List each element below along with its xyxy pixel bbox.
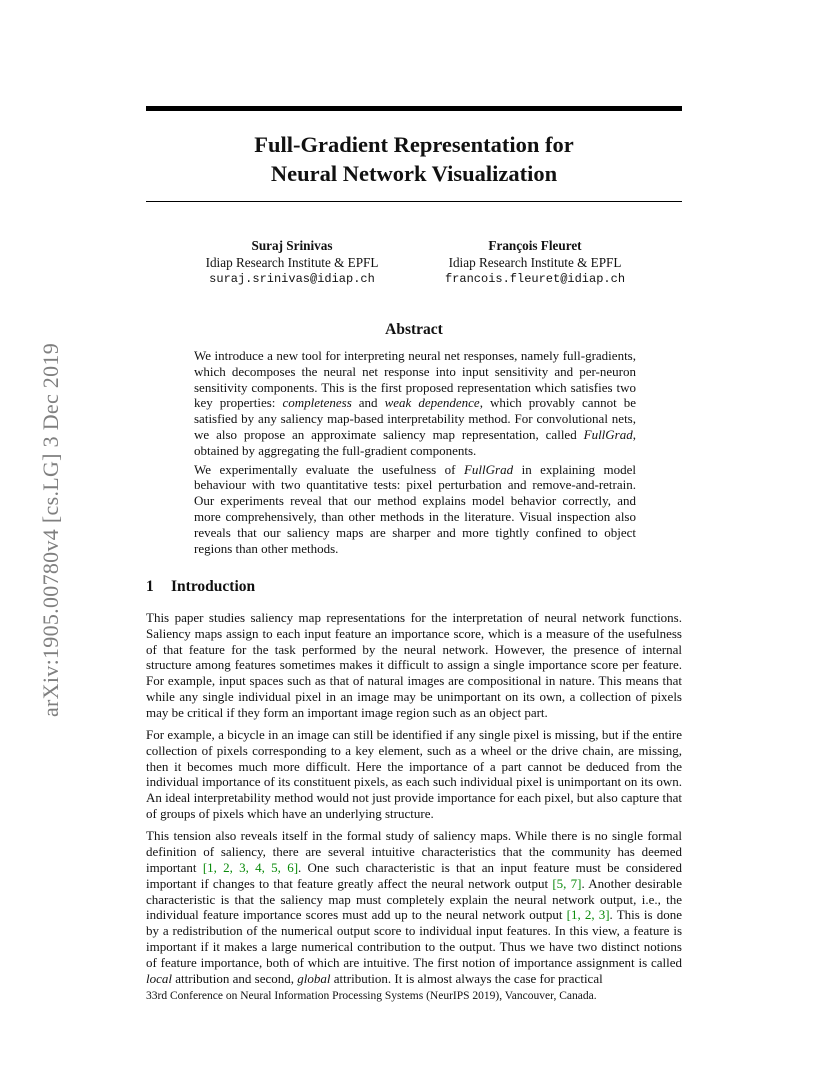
intro-paragraph-3: This tension also reveals itself in the formal study of saliency maps. While there is no single formal definition of saliency, there are several intuitive characteristics that the community has deemed important [1, 2, 3, 4, 5, 6]. One such characteristic is that an input feature must be considered important if changes to that feature greatly affect the neural network output [5, 7]. Another desirable characteristic is that the saliency map must completely explain the neural network output, i.e., the individual feature importance scores must add up to the neural network output [1, 2, 3]. This is done by a redistribution of the numerical output score to individual input features. In this view, a feature is important if it makes a large numerical contribution to the output. Thus we have two distinct notions of feature importance, both of which are intuitive. The first notion of importance assignment is called local attribution and second, global attribution. It is almost always the case for practical (146, 828, 683, 986)
arxiv-sidebar (36, 295, 66, 765)
intro-paragraph-1: This paper studies saliency map representations for the interpretation of neural network functions. Saliency maps assign to each input feature an importance score, which is a measure of the usefulness of that feature for the task performed by the neural network. However, the presence of internal structure among features sometimes makes it difficult to assign a single importance score per feature. For example, input spaces such as that of natural images are compositional in nature. This means that while any single individual pixel in an image may be unimportant on its own, a collection of pixels may be critical if they form an important image region such as an object part. (146, 610, 682, 720)
title-bottom-rule (146, 201, 682, 202)
author-email: suraj.srinivas@idiap.ch (209, 272, 375, 286)
conference-footnote: 33rd Conference on Neural Information Processing Systems (NeurIPS 2019), Vancouver, Canada. (146, 990, 597, 1002)
citation-link[interactable]: [5, 7] (552, 875, 582, 891)
section-title: Introduction (171, 578, 256, 595)
citation-link[interactable]: [1, 2, 3] (566, 907, 610, 923)
section-number: 1 (146, 578, 154, 595)
author-1 (172, 238, 412, 288)
title-line-2: Neural Network Visualization (270, 161, 558, 186)
abstract-paragraph-2: We experimentally evaluate the usefulness of FullGrad in explaining model behaviour with two quantitative tests: pixel perturbation and remove-and-retrain. Our experiments reveal that our method explains model behavior correctly, and more comprehensively, than other methods in the literature. Visual inspection also reveals that our saliency maps are sharper and more tightly confined to object regions than other methods. (194, 461, 637, 556)
abstract-paragraph-1: We introduce a new tool for interpreting neural net responses, namely full-gradients, which decomposes the neural net response into input sensitivity and per-neuron sensitivity components. This is the first proposed representation which satisfies two key properties: completeness and weak dependence, which provably cannot be satisfied by any saliency map-based interpretability method. For convolutional nets, we also propose an approximate saliency map representation, called FullGrad, obtained by aggregating the full-gradient components. (194, 348, 636, 458)
author-affiliation: Idiap Research Institute & EPFL (448, 254, 622, 270)
section-heading-introduction (146, 578, 255, 596)
title-line-1: Full-Gradient Representation for (254, 132, 574, 157)
abstract-heading: Abstract (385, 321, 443, 338)
title-top-rule (146, 106, 682, 111)
intro-paragraph-2: For example, a bicycle in an image can still be identified if any single pixel is missing, but if the entire collection of pixels corresponding to a key element, such as a wheel or the drive chain, are missing, then it becomes much more difficult. Here the importance of a part cannot be deduced from the individual importance of its constituent pixels, as each such individual pixel is unimportant on its own. An ideal interpretability method would not just provide importance for each pixel, but also capture that of groups of pixels which have an underlying structure. (146, 727, 682, 822)
author-affiliation: Idiap Research Institute & EPFL (205, 254, 379, 270)
author-name: François Fleuret (488, 238, 582, 253)
abstract-text (194, 348, 636, 559)
introduction-body (146, 610, 682, 993)
paper-title (146, 130, 682, 188)
author-email: francois.fleuret@idiap.ch (444, 272, 626, 286)
arxiv-identifier: arXiv:1905.00780v4 [cs.LG] 3 Dec 2019 (38, 342, 63, 718)
author-name: Suraj Srinivas (251, 238, 333, 253)
citation-link[interactable]: [1, 2, 3, 4, 5, 6] (202, 859, 299, 875)
author-2 (415, 238, 655, 288)
